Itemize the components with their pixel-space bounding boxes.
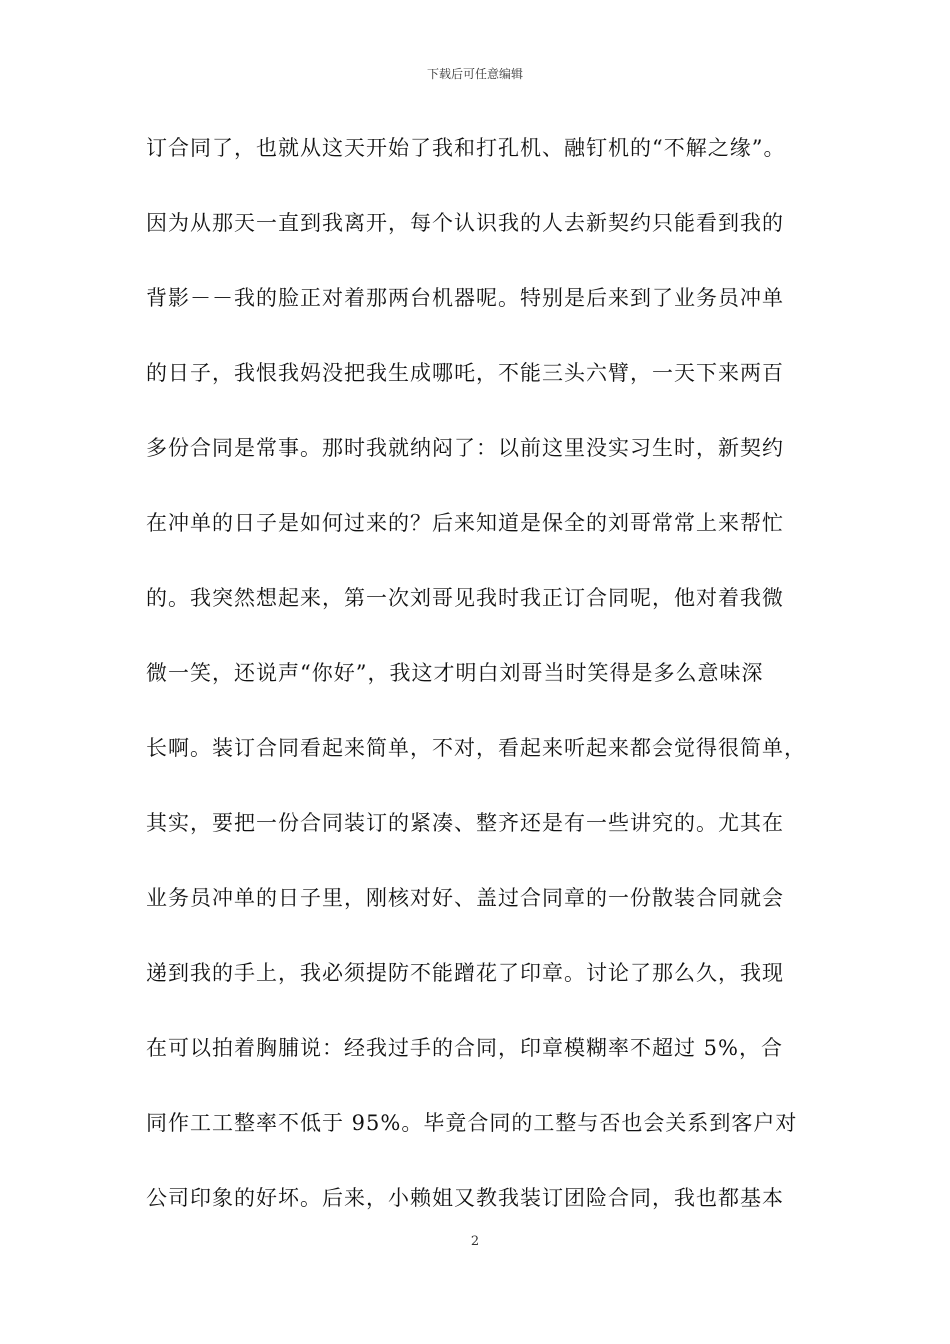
- text-line: 多份合同是常事。那时我就纳闷了：以前这里没实习生时，新契约: [146, 436, 784, 460]
- page-header: 下载后可任意编辑: [426, 67, 523, 81]
- text-line: 递到我的手上，我必须提防不能蹭花了印章。讨论了那么久，我现: [146, 961, 784, 985]
- page-number: 2: [470, 1234, 480, 1249]
- text-line: 微一笑，还说声“你好”，我这才明白刘哥当时笑得是多么意味深: [146, 661, 764, 685]
- text-line: 在冲单的日子是如何过来的？后来知道是保全的刘哥常常上来帮忙: [146, 511, 784, 535]
- text-line: 其实，要把一份合同装订的紧凑、整齐还是有一些讲究的。尤其在: [146, 811, 784, 835]
- text-line: 同作工工整率不低于 95%。毕竟合同的工整与否也会关系到客户对: [146, 1111, 798, 1135]
- text-line: 的。我突然想起来，第一次刘哥见我时我正订合同呢，他对着我微: [146, 586, 784, 610]
- text-line: 订合同了，也就从这天开始了我和打孔机、融钉机的“不解之缘”。: [146, 136, 786, 160]
- text-line: 的日子，我恨我妈没把我生成哪吒，不能三头六臂，一天下来两百: [146, 361, 784, 385]
- document-body: [146, 130, 826, 1255]
- text-line: 长啊。装订合同看起来简单，不对，看起来听起来都会觉得很简单，: [146, 736, 806, 760]
- text-line: 在可以拍着胸脯说：经我过手的合同，印章模糊率不超过 5%，合: [146, 1036, 783, 1060]
- text-line: 背影－－我的脸正对着那两台机器呢。特别是后来到了业务员冲单: [146, 286, 784, 310]
- text-line: 公司印象的好坏。后来，小赖姐又教我装订团险合同，我也都基本: [146, 1186, 784, 1210]
- text-line: 因为从那天一直到我离开，每个认识我的人去新契约只能看到我的: [146, 211, 784, 235]
- text-line: 业务员冲单的日子里，刚核对好、盖过合同章的一份散装合同就会: [146, 886, 784, 910]
